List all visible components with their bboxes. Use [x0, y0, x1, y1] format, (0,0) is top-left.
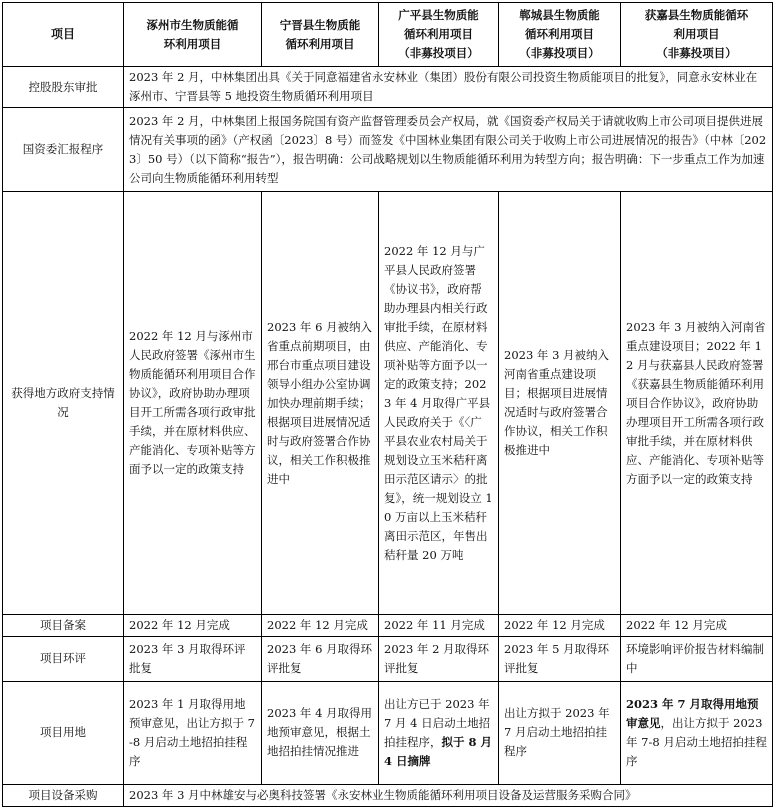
eia-guangping: 2023 年 2 月取得环评批复 — [379, 637, 499, 681]
header-dancheng-line2: 循环利用项目 — [525, 27, 594, 41]
row-eia — [3, 637, 773, 681]
header-dancheng-line1: 郸城县生物质能 — [519, 8, 600, 22]
header-guangping-line1: 广平县生物质能 — [398, 8, 479, 22]
land-guangping-delisting-note: 拟于 8 月 4 日摘牌 — [384, 734, 493, 768]
row-label-eia: 项目环评 — [3, 637, 124, 681]
header-huojia-line2: 利用项目 — [673, 27, 720, 41]
row-sasac-report — [3, 108, 773, 192]
land-dancheng: 出让方拟于 2023 年 7 月启动土地招拍挂程序 — [499, 681, 621, 784]
land-huojia-text: ，出让方拟于 2023 年 7-8 月启动土地招拍挂程序 — [626, 715, 767, 768]
eia-ningjin: 2023 年 6 月取得环评批复 — [262, 637, 379, 681]
eia-zhuozhou: 2023 年 3 月取得环评批复 — [124, 637, 262, 681]
row-procurement — [3, 784, 773, 806]
land-huojia — [621, 681, 773, 784]
procurement-text: 2023 年 3 月中林雄安与必奥科技签署《永安林业生物质能循环利用项目设备及运营服务采购合同》 — [124, 784, 773, 806]
filing-dancheng: 2022 年 12 月完成 — [499, 614, 621, 636]
eia-dancheng: 2023 年 5 月取得环评批复 — [499, 637, 621, 681]
header-guangping-line2: 循环利用项目 — [404, 27, 473, 41]
header-huojia-line3: （非募投项目） — [656, 46, 737, 60]
row-label-land: 项目用地 — [3, 681, 124, 784]
sasac-report-text: 2023 年 2 月，中林集团上报国务院国有资产监督管理委员会产权局，就《国资委产权局关于请就收购上市公司项目提供进展情况有关事项的函》（产权函〔2023〕8 号）而签发《中国林业集团有限公司关于收购上市公司进展情况的报告》（中林〔2023〕50 号）（以下简称“报告”），报告明确：公司战略规划以生物质能循环利用为转型方向；报告明确：下一步重点工作为加速公司向生物质能循环利用转型 — [124, 108, 773, 192]
header-huojia — [621, 3, 773, 67]
header-huojia-line1: 获嘉县生物质能循环 — [644, 8, 749, 22]
header-dancheng — [499, 3, 621, 67]
filing-zhuozhou: 2022 年 12 月完成 — [124, 614, 262, 636]
row-label-local-support: 获得地方政府支持情况 — [3, 192, 124, 615]
land-ningjin: 2023 年 4 月取得用地预审意见，根据土地招拍挂情况推进 — [262, 681, 379, 784]
land-zhuozhou: 2023 年 1 月取得用地预审意见，出让方拟于 7-8 月启动土地招拍挂程序 — [124, 681, 262, 784]
row-label-holding-approval: 控股股东审批 — [3, 67, 124, 108]
header-ningjin-line1: 宁晋县生物质能 — [279, 17, 361, 32]
land-guangping-text: 出让方已于 2023 年 7 月 4 日启动土地招拍挂程序， — [384, 696, 491, 749]
local-support-ningjin: 2023 年 6 月被纳入省重点前期项目，由邢台市重点项目建设领导小组办公室协调加快办理前期手续；根据项目进展情况适时与政府签署合作协议，相关工作积极推进中 — [262, 192, 379, 615]
project-progress-table — [2, 2, 773, 807]
header-dancheng-line3: （非募投项目） — [519, 46, 600, 60]
header-ningjin — [262, 3, 379, 67]
header-guangping — [379, 3, 499, 67]
row-holding-approval — [3, 67, 773, 108]
local-support-zhuozhou: 2022 年 12 月与涿州市人民政府签署《涿州市生物质能循环利用项目合作协议》，政府协助办理项目开工所需各项行政审批手续，并在原材料供应、产能消化、专项补贴等方面予以一定的政策支持 — [124, 192, 262, 615]
row-filing — [3, 614, 773, 636]
row-land — [3, 681, 773, 784]
header-zhuozhou — [124, 3, 262, 67]
header-ningjin-line2: 循环利用项目 — [285, 36, 355, 51]
holding-approval-text: 2023 年 2 月，中林集团出具《关于同意福建省永安林业（集团）股份有限公司投资生物质能项目的批复》，同意永安林业在涿州市、宁晋县等 5 地投资生物质循环利用项目 — [124, 67, 773, 108]
row-label-filing: 项目备案 — [3, 614, 124, 636]
row-label-sasac-report: 国资委汇报程序 — [3, 108, 124, 192]
header-zhuozhou-line2: 环利用项目 — [163, 36, 222, 51]
filing-ningjin: 2022 年 12 月完成 — [262, 614, 379, 636]
header-guangping-line3: （非募投项目） — [398, 46, 479, 60]
land-huojia-preapproval: 2023 年 7 月取得用地预审意见 — [626, 696, 759, 730]
local-support-dancheng: 2023 年 3 月被纳入河南省重点建设项目；根据项目进展情况适时与政府签署合作协议，相关工作积极推进中 — [499, 192, 621, 615]
row-local-support — [3, 192, 773, 615]
header-item: 项目 — [3, 3, 124, 67]
header-row — [3, 3, 773, 67]
filing-guangping: 2022 年 11 月完成 — [379, 614, 499, 636]
local-support-huojia: 2023 年 3 月被纳入河南省重点建设项目；2022 年 12 月与获嘉县人民政府签署《获嘉县生物质能循环利用项目合作协议》，政府协助办理项目开工所需各项行政审批手续，并在原材料供应、产能消化、专项补贴等方面予以一定的政策支持 — [621, 192, 773, 615]
land-guangping — [379, 681, 499, 784]
eia-huojia: 环境影响评价报告材料编制中 — [621, 637, 773, 681]
row-label-procurement: 项目设备采购 — [3, 784, 124, 806]
filing-huojia: 2022 年 12 月完成 — [621, 614, 773, 636]
header-zhuozhou-line1: 涿州市生物质能循 — [146, 17, 239, 32]
local-support-guangping: 2022 年 12 月与广平县人民政府签署《协议书》，政府帮助办理县内相关行政审批手续，在原材料供应、产能消化、专项补贴等方面予以一定的政策支持；2023 年 4 月取得广平县人民政府关于《〈广平县农业农村局关于规划设立玉米秸秆离田示范区请示〉的批复》，统一规划设立 10 万亩以上玉米秸秆离田示范区，年售出秸秆量 20 万吨 — [379, 192, 499, 615]
